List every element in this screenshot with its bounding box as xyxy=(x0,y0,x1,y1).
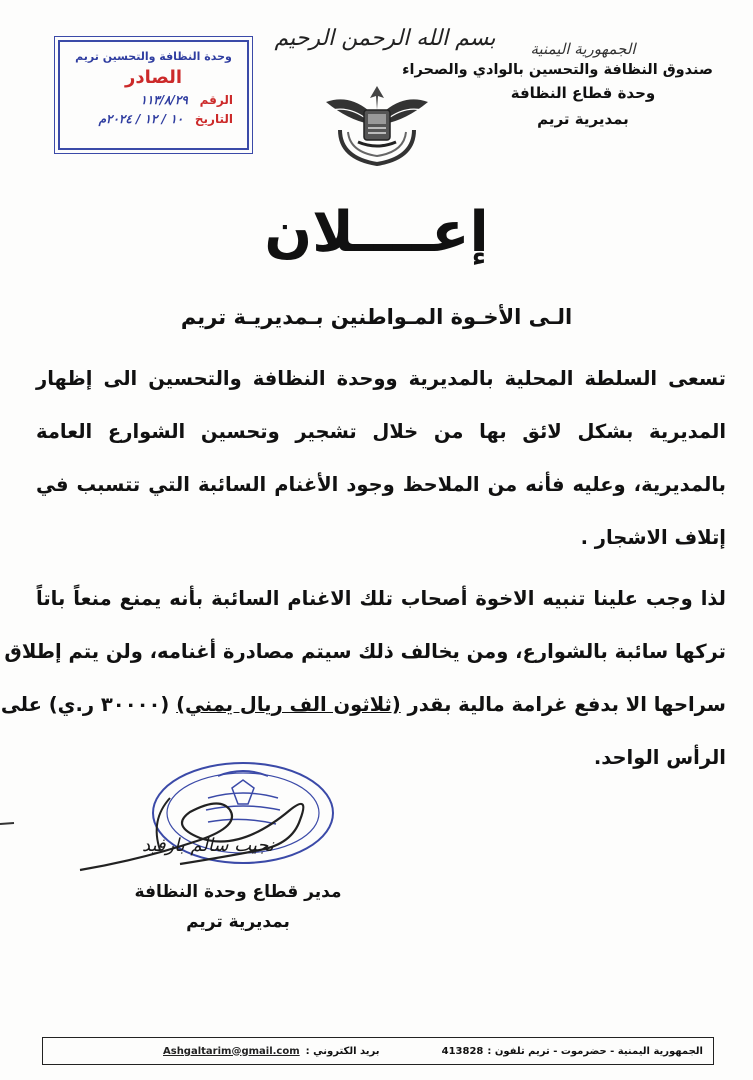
signature-block xyxy=(118,882,358,932)
stamp-date-value: ١٠ / ١٢ / ٢٠٢٤م xyxy=(98,112,184,126)
paragraph-2-line: الرأس الواحد. xyxy=(593,746,726,769)
paragraph-1-line: بالمديرية، وعليه فأنه من الملاحظ وجود الأغنام السائبة التي تتسبب في xyxy=(36,473,726,496)
footer-email-label: بريد الكتروني : xyxy=(305,1045,380,1057)
salutation: الـى الأخـوة المـواطنين بـمديريـة تريم xyxy=(180,305,573,329)
footer-email[interactable]: Ashgaltarim@gmail.com xyxy=(163,1045,300,1057)
letterhead xyxy=(402,40,713,128)
fine-text: سراحها الا بدفع غرامة مالية بقدر xyxy=(400,693,726,716)
yemen-emblem-icon xyxy=(318,80,436,170)
stamp-number-value: ١١٣/٨/٢٩ xyxy=(140,93,188,107)
letterhead-country: الجمهورية اليمنية xyxy=(530,40,636,58)
letterhead-fund: صندوق النظافة والتحسين بالوادي والصحراء xyxy=(402,62,713,78)
paragraph-2-line: تركها سائبة بالشوارع، ومن يخالف ذلك سيتم مصادرة أغنامه، ولن يتم إطلاق xyxy=(4,640,726,663)
footer-address: الجمهورية اليمنية - حضرموت - تريم تلفون : xyxy=(487,1045,703,1057)
signer-name: نجيب سالم بارفيد xyxy=(142,835,274,856)
paragraph-2-line-fine xyxy=(0,678,726,731)
letterhead-district: بمديرية تريم xyxy=(537,110,629,128)
announcement-title: إعــــلان xyxy=(264,200,489,265)
paragraph-1-line: المديرية بشكل لائق بها من خلال تشجير وتحسين الشوارع العامة xyxy=(36,420,726,443)
stamp-title: وحدة النظافة والتحسين تريم xyxy=(75,50,232,63)
basmala: بسم الله الرحمن الرحيم xyxy=(274,26,496,51)
paragraph-2-line: لذا وجب علينا تنبيه الاخوة أصحاب تلك الاغنام السائبة بأنه يمنع منعاً باتاً xyxy=(36,587,726,610)
manager-district: بمديرية تريم xyxy=(186,912,290,932)
scan-edge-mark xyxy=(0,822,16,826)
footer-bar xyxy=(42,1037,714,1065)
footer-phone: 413828 xyxy=(441,1045,484,1057)
stamp-date-row xyxy=(60,112,247,126)
stamp-type: الصادر xyxy=(124,67,183,88)
stamp-number-label: الرقم xyxy=(199,93,233,107)
letterhead-unit: وحدة قطاع النظافة xyxy=(510,84,656,102)
paragraph-1-line: إتلاف الاشجار . xyxy=(580,526,726,549)
fine-amount-words: (ثلاثون الف ريال يمني) xyxy=(176,693,401,716)
paragraph-2 xyxy=(0,572,726,784)
outgoing-stamp xyxy=(58,40,249,150)
stamp-number-row xyxy=(60,93,247,107)
fine-amount-figures: (٣٠٠٠٠ ر.ي) على xyxy=(0,693,177,716)
stamp-date-label: التاريخ xyxy=(194,112,233,126)
paragraph-1-line: تسعى السلطة المحلية بالمديرية ووحدة النظافة والتحسين الى إظهار xyxy=(36,367,726,390)
paragraph-1 xyxy=(36,352,726,564)
manager-title: مدير قطاع وحدة النظافة xyxy=(134,882,342,902)
